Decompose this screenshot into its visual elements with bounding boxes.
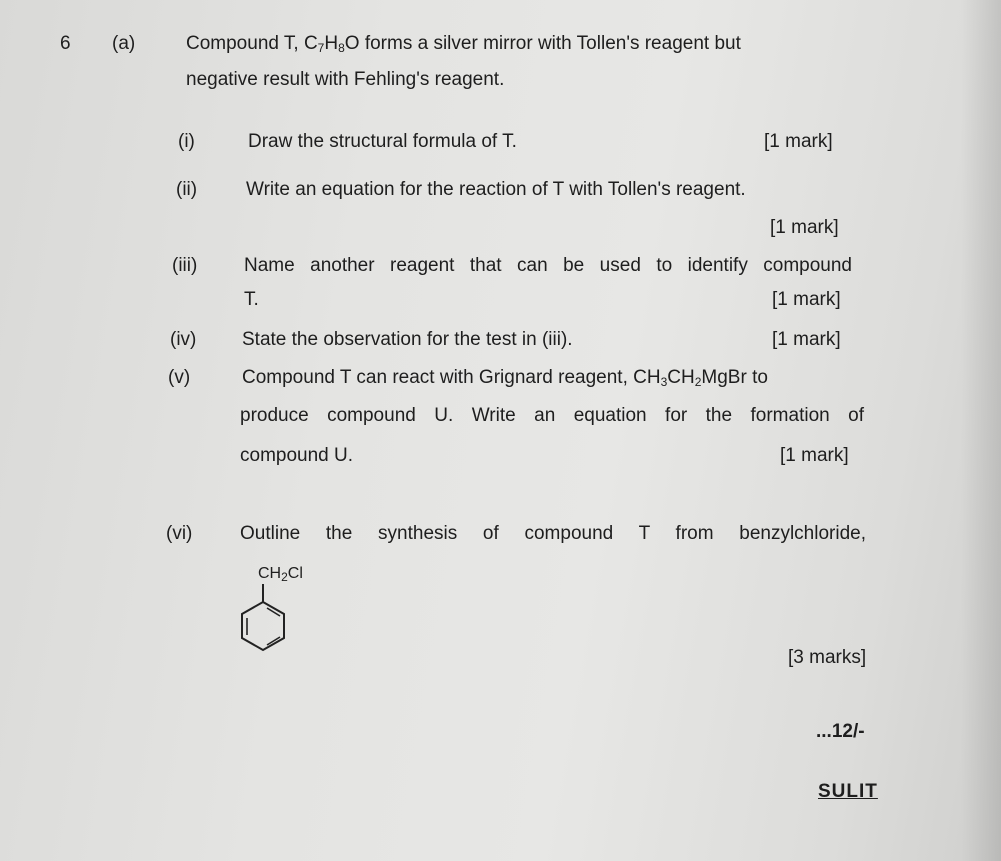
subq-vi-marks: [3 marks]: [788, 647, 867, 668]
subq-vi-label: (vi): [166, 523, 193, 544]
subq-v-text-line1: Compound T can react with Grignard reagent, $CH_3CH_2MgBr$ to: [242, 367, 768, 389]
subq-i-text: Draw the structural formula of T.: [248, 131, 517, 152]
structure-group-label: $CH_2Cl$: [258, 565, 303, 584]
subq-v-text-line3: compound U.: [240, 445, 354, 466]
subq-iv-text: State the observation for the test in (iii).: [242, 329, 573, 350]
subq-i-marks: [1 mark]: [764, 131, 833, 152]
question-part: (a): [112, 33, 136, 54]
page-edge-shadow: [961, 0, 1001, 861]
subq-iii-marks: [1 mark]: [772, 289, 841, 310]
subq-ii-marks: [1 mark]: [770, 217, 839, 238]
sulit-label: SULIT: [818, 781, 878, 802]
subq-v-label: (v): [168, 367, 191, 388]
question-stem-line1: Compound T, $C_7H_8O$ forms a silver mirror with Tollen's reagent but: [186, 33, 741, 55]
subq-iii-text-line2: T.: [244, 289, 259, 310]
subq-ii-text: Write an equation for the reaction of T with Tollen's reagent.: [246, 179, 746, 200]
subq-iii-label: (iii): [172, 255, 198, 276]
subq-vi-text: Outline the synthesis of compound T from benzylchloride,: [240, 523, 866, 544]
continue-marker: ...12/-: [816, 721, 865, 742]
subq-v-text-line2: produce compound U. Write an equation for the formation of: [240, 405, 864, 426]
question-number: 6: [60, 33, 71, 54]
subq-v-marks: [1 mark]: [780, 445, 849, 466]
subq-iv-marks: [1 mark]: [772, 329, 841, 350]
benzene-ring-diagram: [230, 580, 310, 660]
subq-ii-label: (ii): [176, 179, 198, 200]
subq-i-label: (i): [178, 131, 195, 152]
question-stem-line2: negative result with Fehling's reagent.: [186, 69, 505, 90]
subq-iii-text-line1: Name another reagent that can be used to identify compound: [244, 255, 852, 276]
subq-iv-label: (iv): [170, 329, 197, 350]
